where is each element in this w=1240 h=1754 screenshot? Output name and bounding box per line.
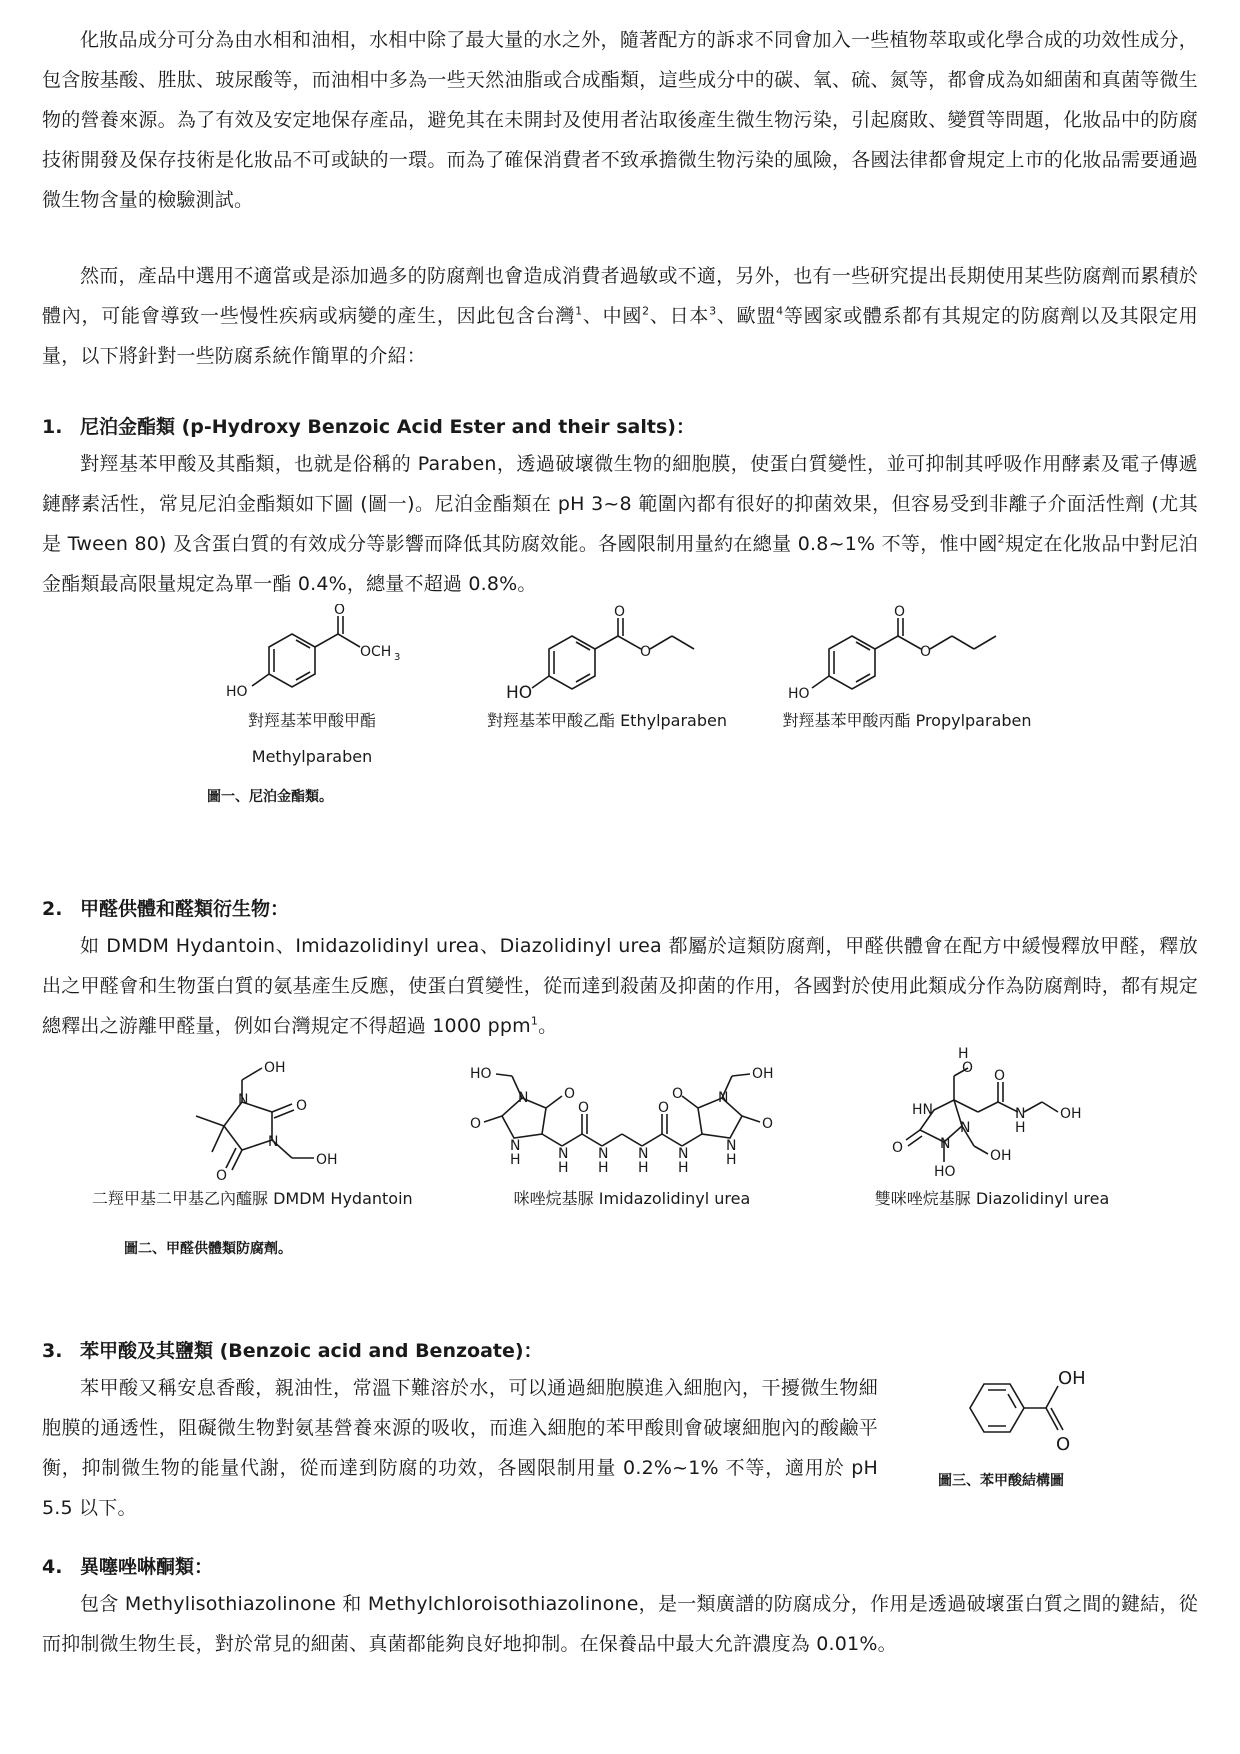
figure-2-row — [42, 1046, 1198, 1276]
intro-paragraph-2: 然而，產品中選用不適當或是添加過多的防腐劑也會造成消費者過敏或不適，另外，也有一些研究提出長期使用某些防腐劑而累積於體內，可能會導致一些慢性疾病或病變的產生，因此包含台灣$^1$、中國$^2$、日本$^3$、歐盟$^4$等國家或體系都有其規定的防腐劑以及其限定用量，以下將針對一些防腐系統作簡單的介紹： — [42, 265, 1199, 367]
propylparaben-label: 對羥基苯甲酸丙酯 Propylparaben — [782, 711, 1032, 730]
diazolidinyl-urea-figure — [862, 1046, 1122, 1212]
svg-text:N: N — [510, 1138, 521, 1154]
section-1-heading: 1. 尼泊金酯類 (p-Hydroxy Benzoic Acid Ester and their salts)： — [42, 416, 695, 438]
svg-text:N: N — [238, 1092, 249, 1108]
section-4-heading: 4. 異噻唑啉酮類： — [42, 1556, 214, 1578]
svg-text:N: N — [598, 1146, 609, 1162]
propylparaben-structure — [782, 604, 1032, 704]
svg-text:O: O — [994, 1068, 1006, 1084]
figure-1-caption: 圖一、尼泊金酯類。 — [207, 789, 333, 805]
svg-text:H: H — [558, 1160, 569, 1176]
svg-text:HO: HO — [934, 1164, 956, 1180]
svg-text:H: H — [510, 1152, 521, 1168]
svg-text:OH: OH — [316, 1152, 338, 1168]
figure-2-caption: 圖二、甲醛供體類防腐劑。 — [124, 1241, 292, 1257]
ethylparaben-structure — [482, 604, 732, 704]
propylparaben-figure — [782, 604, 1032, 734]
svg-text:HO: HO — [506, 683, 533, 703]
svg-text:H: H — [638, 1160, 649, 1176]
svg-text:O: O — [614, 604, 626, 620]
svg-text:OH: OH — [752, 1066, 774, 1082]
document-page — [42, 20, 1198, 1664]
svg-text:O: O — [578, 1100, 590, 1116]
svg-text:N: N — [1015, 1106, 1026, 1122]
svg-text:N: N — [518, 1090, 529, 1106]
methylparaben-label: 對羥基苯甲酸甲酯 — [247, 711, 376, 730]
imidazolidinyl-urea-figure — [462, 1052, 802, 1212]
svg-text:HO: HO — [470, 1066, 492, 1082]
svg-text:HO: HO — [226, 684, 248, 700]
intro-paragraph-1: 化妝品成分可分為由水相和油相，水相中除了最大量的水之外，隨著配方的訴求不同會加入一些植物萃取或化學合成的功效性成分，包含胺基酸、胜肽、玻尿酸等，而油相中多為一些天然油脂或合成酯類，這些成分中的碳、氧、硫、氮等，都會成為如細菌和真菌等微生物的營養來源。為了有效及安定地保存產品，避免其在未開封及使用者沾取後產生微生物污染，引起腐敗、變質等問題，化妝品中的防腐技術開發及保存技術是化妝品不可或缺的一環。而為了確保消費者不致承擔微生物污染的風險，各國法律都會規定上市的化妝品需要通過微生物含量的檢驗測試。 — [42, 29, 1198, 211]
section-1-paragraph: 對羥基苯甲酸及其酯類，也就是俗稱的 Paraben，透過破壞微生物的細胞膜，使蛋白質變性，並可抑制其呼吸作用酵素及電子傳遞鏈酵素活性，常見尼泊金酯類如下圖 (圖一)。尼泊金酯類在 pH 3~8 範圍內都有很好的抑菌效果，但容易受到非離子介面活性劑 (尤其是 Tween 80) 及含蛋白質的有效成分等影響而降低其防腐效能。各國限制用量約在總量 0.8~1% 不等，惟中國$^2$規定在化妝品中對尼泊金酯類最高限量規定為單一酯 0.4%，總量不超過 0.8%。 — [42, 453, 1198, 595]
svg-text:O: O — [216, 1168, 228, 1182]
svg-text:N: N — [718, 1090, 729, 1106]
imidazolidinyl-urea-label: 咪唑烷基脲 Imidazolidinyl urea — [513, 1189, 751, 1208]
svg-text:H: H — [598, 1160, 609, 1176]
svg-text:3: 3 — [394, 652, 401, 663]
methylparaben-structure — [212, 604, 412, 704]
svg-text:O: O — [920, 644, 932, 660]
imidazolidinyl-urea-structure — [462, 1052, 802, 1182]
ethylparaben-label: 對羥基苯甲酸乙酯 Ethylparaben — [486, 711, 727, 730]
svg-text:O: O — [640, 644, 652, 660]
svg-text:O: O — [564, 1086, 576, 1102]
figure-3-caption: 圖三、苯甲酸結構圖 — [938, 1473, 1064, 1489]
svg-text:O: O — [334, 604, 346, 618]
benzoic-acid-structure — [938, 1362, 1118, 1462]
svg-text:N: N — [638, 1146, 649, 1162]
section-3-body — [42, 1368, 1198, 1519]
dmdm-hydantoin-label: 二羥甲基二甲基乙內醯脲 DMDM Hydantoin — [92, 1189, 413, 1208]
svg-text:N: N — [960, 1120, 971, 1136]
section-3-paragraph: 苯甲酸又稱安息香酸，親油性，常溫下難溶於水，可以通過細胞膜進入細胞內，干擾微生物細胞膜的通透性，阻礙微生物對氨基營養來源的吸收，而進入細胞的苯甲酸則會破壞細胞內的酸鹼平衡，抑制微生物的能量代謝，從而達到防腐的功效，各國限制用量 0.2%~1% 不等，適用於 pH 5.5 以下。 — [42, 1377, 878, 1519]
svg-text:N: N — [558, 1146, 569, 1162]
svg-text:N: N — [268, 1134, 279, 1150]
diazolidinyl-urea-structure — [862, 1046, 1122, 1182]
section-2-heading: 2. 甲醛供體和醛類衍生物： — [42, 898, 290, 920]
svg-text:HN: HN — [912, 1102, 933, 1118]
section-4-paragraph: 包含 Methylisothiazolinone 和 Methylchloroisothiazolinone，是一類廣譜的防腐成分，作用是透過破壞蛋白質之間的鍵結，從而抑制微生物生長，對於常見的細菌、真菌都能夠良好地抑制。在保養品中最大允許濃度為 0.01%。 — [42, 1593, 1198, 1655]
svg-text:OH: OH — [1058, 1368, 1086, 1389]
section-3-heading: 3. 苯甲酸及其鹽類 (Benzoic acid and Benzoate)： — [42, 1340, 543, 1362]
svg-text:O: O — [658, 1100, 670, 1116]
methylparaben-figure — [212, 604, 412, 770]
svg-text:O: O — [470, 1116, 482, 1132]
svg-text:O: O — [894, 604, 906, 620]
svg-text:H: H — [958, 1046, 969, 1062]
dmdm-hydantoin-figure — [92, 1052, 412, 1212]
svg-text:OCH: OCH — [360, 644, 392, 660]
svg-text:H: H — [1015, 1120, 1026, 1136]
ethylparaben-figure — [482, 604, 732, 734]
benzoic-acid-figure — [938, 1362, 1118, 1490]
svg-text:O: O — [762, 1116, 774, 1132]
svg-text:O: O — [962, 1060, 974, 1076]
svg-text:O: O — [296, 1098, 308, 1114]
svg-text:OH: OH — [990, 1148, 1012, 1164]
methylparaben-label-en: Methylparaben — [251, 747, 373, 766]
svg-text:O: O — [892, 1140, 904, 1156]
svg-text:N: N — [678, 1146, 689, 1162]
svg-text:O: O — [1056, 1434, 1071, 1455]
svg-text:N: N — [726, 1138, 737, 1154]
svg-text:H: H — [678, 1160, 689, 1176]
diazolidinyl-urea-label: 雙咪唑烷基脲 Diazolidinyl urea — [874, 1189, 1110, 1208]
svg-text:OH: OH — [264, 1060, 286, 1076]
svg-text:H: H — [726, 1152, 737, 1168]
svg-text:HO: HO — [788, 686, 810, 702]
dmdm-hydantoin-structure — [92, 1052, 412, 1182]
svg-text:OH: OH — [1060, 1106, 1082, 1122]
svg-text:O: O — [672, 1086, 684, 1102]
section-2-paragraph: 如 DMDM Hydantoin、Imidazolidinyl urea、Diazolidinyl urea 都屬於這類防腐劑，甲醛供體會在配方中緩慢釋放甲醛，釋放出之甲醛會和生物蛋白質的氨基產生反應，使蛋白質變性，從而達到殺菌及抑菌的作用，各國對於使用此類成分作為防腐劑時，都有規定總釋出之游離甲醛量，例如台灣規定不得超過 1000 ppm$^1$。 — [42, 935, 1198, 1037]
svg-text:N: N — [940, 1136, 951, 1152]
figure-1-row — [42, 604, 1198, 832]
